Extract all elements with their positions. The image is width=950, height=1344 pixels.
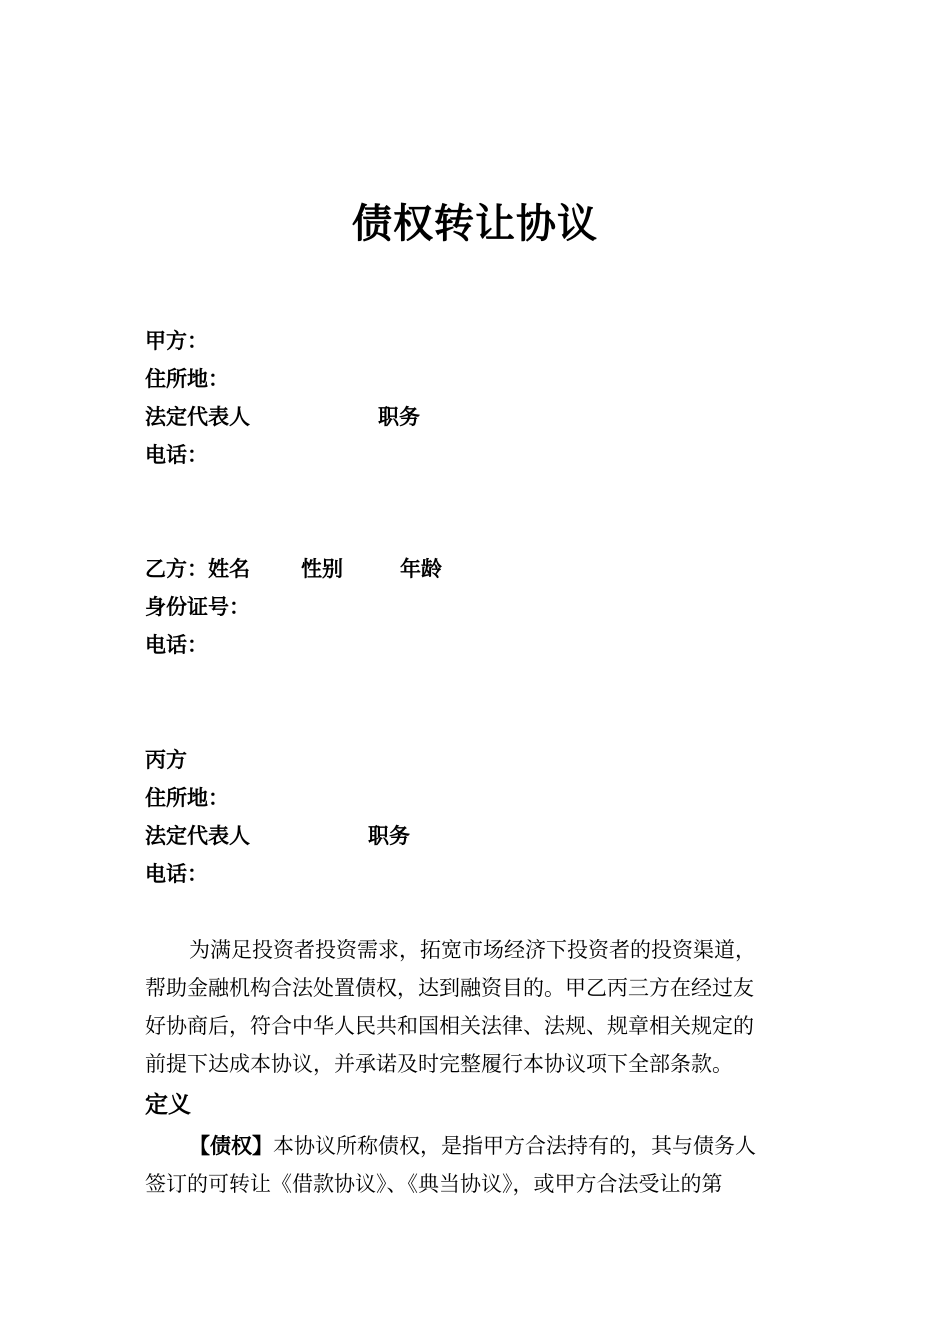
preamble-line-2: 帮助金融机构合法处置债权，达到融资目的。甲乙丙三方在经过友 bbox=[145, 976, 754, 1000]
definition-line-2: 签订的可转让《借款协议》、《典当协议》，或甲方合法受让的第 bbox=[145, 1172, 723, 1196]
party-b-phone-label: 电话： bbox=[145, 632, 208, 657]
party-a-position-label: 职务 bbox=[378, 404, 420, 429]
party-a-legal-rep-label: 法定代表人 bbox=[145, 404, 250, 429]
party-a-phone-label: 电话： bbox=[145, 442, 208, 467]
party-a-address-label: 住所地： bbox=[145, 366, 229, 391]
party-b-id-label: 身份证号： bbox=[145, 594, 250, 619]
document-title: 债权转让协议 bbox=[352, 200, 598, 247]
preamble-line-1: 为满足投资者投资需求，拓宽市场经济下投资者的投资渠道， bbox=[189, 938, 756, 962]
preamble-line-3: 好协商后，符合中华人民共和国相关法律、法规、规章相关规定的 bbox=[145, 1014, 754, 1038]
party-c-address-label: 住所地： bbox=[145, 785, 229, 810]
party-c-position-label: 职务 bbox=[368, 823, 410, 848]
party-c-phone-label: 电话： bbox=[145, 861, 208, 886]
party-c-name-label: 丙方 bbox=[145, 747, 187, 772]
definitions-heading: 定义 bbox=[145, 1091, 191, 1118]
party-a-name-label: 甲方： bbox=[145, 328, 208, 353]
definition-line-1 bbox=[189, 1131, 756, 1161]
party-b-gender-label: 性别 bbox=[301, 556, 343, 581]
preamble-line-4: 前提下达成本协议，并承诺及时完整履行本协议项下全部条款。 bbox=[145, 1052, 733, 1076]
definition-term: 【债权】 bbox=[189, 1133, 273, 1158]
definition-line-1-text: 本协议所称债权，是指甲方合法持有的，其与债务人 bbox=[273, 1134, 756, 1158]
party-b-age-label: 年龄 bbox=[400, 556, 442, 581]
party-c-legal-rep-label: 法定代表人 bbox=[145, 823, 250, 848]
party-b-name-label: 乙方：姓名 bbox=[145, 556, 250, 581]
